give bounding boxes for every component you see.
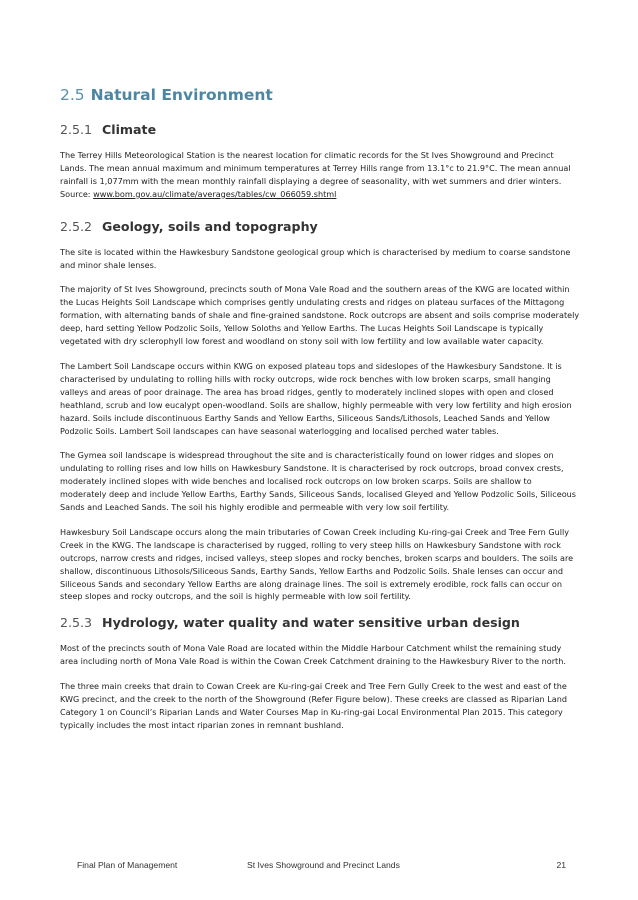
climate-title: Climate [102, 122, 157, 137]
geology-paragraph: Hawkesbury Soil Landscape occurs along the main tributaries of Cowan Creek including Ku-ring-gai Creek and Tree Fern Gully Creek in the KWG. The landscape is characterised by rugged, rolling to very steep hills on Hawkesbury Sandstone with rock outcrops, narrow crests and ridges, incised valleys, steep slopes and rocky benches, broken scarps and boulders. The soils are shallow, discontinuous Lithosols/Siliceous Sands, Earthy Sands, Yellow Earths and Podzolic Soils. Shale lenses can occur and Siliceous Sands and secondary Yellow Earths are along drainage lines. The soil is extremely erodible, rock falls can occur on steep slopes and rocky outcrops, and the soil is highly permeable with low soil fertility. [60, 526, 574, 602]
geology-heading [60, 219, 580, 234]
section-heading [60, 86, 580, 104]
footer-document-title: Final Plan of Management [77, 860, 178, 870]
geology-title: Geology, soils and topography [102, 218, 318, 234]
section-number: 2.5 [60, 86, 85, 104]
geology-paragraph: The Lambert Soil Landscape occurs within KWG on exposed plateau tops and sideslopes of the Hawkesbury Sandstone. It is characterised by undulating to rolling hills with rocky outcrops, wide rock benches with low broken scarps, small hanging valleys and areas of poor drainage. The area has broad ridges, gently to moderately inclined slopes with open and closed heathland, scrub and low eucalypt open-woodland. Soils are shallow, highly permeable with very low fertility and high erosion hazard. Soils include discontinuous Earthy Sands and Yellow Earths, Siliceous Sands/Lithosols, Leached Sands and Yellow Podzolic Soils. Lambert Soil landscapes can have seasonal waterlogging and localised perched water tables. [60, 360, 572, 436]
hydrology-heading [60, 615, 580, 630]
footer-site-name: St Ives Showground and Precinct Lands [247, 860, 400, 870]
climate-number: 2.5.1 [60, 122, 93, 137]
hydrology-paragraph: Most of the precincts south of Mona Vale Road are located within the Middle Harbour Catchment whilst the remaining study area including north of Mona Vale Road is within the Cowan Creek Catchment draining to the Hawkesbury River to the north. [60, 643, 566, 667]
document-body [60, 86, 580, 744]
geology-paragraph: The Gymea soil landscape is widespread throughout the site and is characteristically found on lower ridges and slopes on undulating to rolling rises and low hills on Hawkesbury Sandstone. It is characterised by rock outcrops, broad convex crests, moderately inclined slopes with wide benches and localised rock outcrops on low broken scarps. Soils are shallow to moderately deep and include Yellow Earths, Earthy Sands, Siliceous Sands, localised Gleyed and Yellow Podzolic Soils, Siliceous Sands and Leached Sands. The soil his highly erodible and permeable with very low soil fertility. [60, 450, 577, 513]
hydrology-paragraph: The three main creeks that drain to Cowan Creek are Ku-ring-gai Creek and Tree Fern Gully Creek to the west and east of the KWG precinct, and the creek to the north of the Showground (Refer Figure below). These creeks are classed as Riparian Land Category 1 on Council’s Riparian Lands and Water Courses Map in Ku-ring-gai Local Environmental Plan 2015. This category typically includes the most intact riparian zones in remnant bushland. [60, 681, 567, 730]
climate-text: The Terrey Hills Meteorological Station is the nearest location for climatic records for the St Ives Showground and Precinct Lands. The mean annual maximum and minimum temperatures at Terrey Hills range from 13.1°c to 21.9°C. The mean annual rainfall is 1,077mm with the mean monthly rainfall displaying a degree of seasonality, with wet summers and drier winters. Source: [60, 150, 571, 199]
hydrology-number: 2.5.3 [60, 615, 93, 631]
geology-paragraph: The majority of St Ives Showground, precincts south of Mona Vale Road and the southern areas of the KWG are located within the Lucas Heights Soil Landscape which comprises gently undulating crests and ridges on plateau surfaces of the Mittagong formation, with alternating bands of shale and fine-grained sandstone. Rock outcrops are absent and soils comprise moderately deep, hard setting Yellow Podzolic Soils, Yellow Soloths and Yellow Earths. The Lucas Heights Soil Landscape is typically vegetated with dry sclerophyll low forest and woodland on stony soil with low fertility and low available water capacity. [60, 284, 580, 347]
section-title: Natural Environment [90, 86, 273, 104]
bom-source-link[interactable]: www.bom.gov.au/climate/averages/tables/cw_066059.shtml [93, 188, 337, 199]
hydrology-title: Hydrology, water quality and water sensitive urban design [102, 615, 520, 631]
climate-paragraph [60, 149, 580, 201]
geology-number: 2.5.2 [60, 218, 93, 234]
geology-paragraph: The site is located within the Hawkesbury Sandstone geological group which is characterised by medium to coarse sandstone and minor shale lenses. [60, 246, 571, 270]
climate-heading [60, 122, 580, 137]
page-number: 21 [556, 860, 566, 870]
